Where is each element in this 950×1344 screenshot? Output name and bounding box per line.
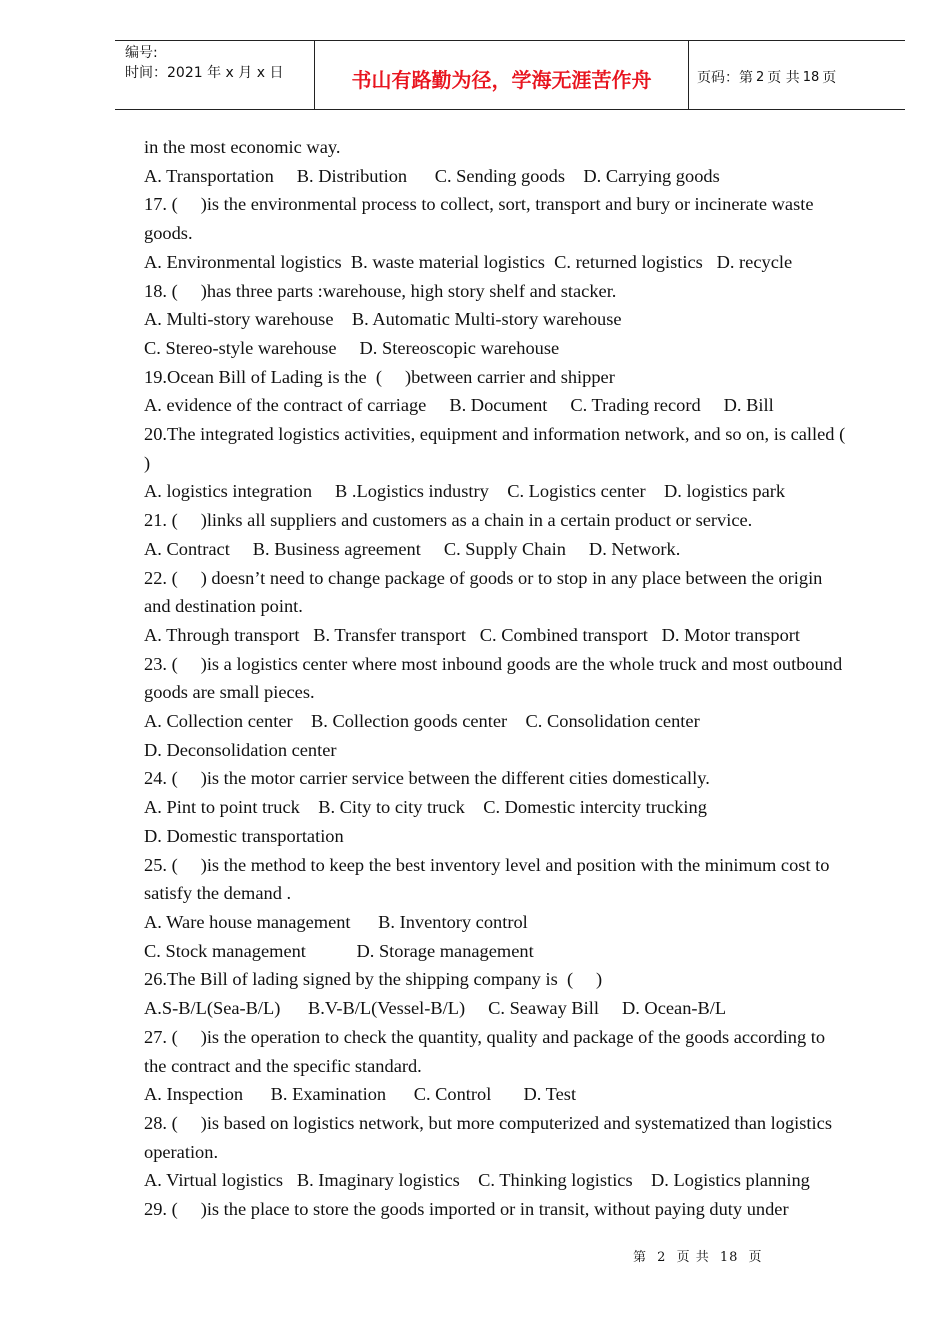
text-line: 28. ( )is based on logistics network, but more computerized and systematized than logistics <box>144 1112 832 1133</box>
text-line: A. Transportation B. Distribution C. Sending goods D. Carrying goods <box>144 165 720 186</box>
text-line: 17. ( )is the environmental process to collect, sort, transport and bury or incinerate waste <box>144 194 814 215</box>
text-line: operation. <box>144 1141 219 1162</box>
text-line: A. Virtual logistics B. Imaginary logistics C. Thinking logistics D. Logistics planning <box>144 1170 810 1191</box>
text-line: 25. ( )is the method to keep the best inventory level and position with the minimum cost to <box>144 854 830 875</box>
footer-total-pages: 18 <box>719 1250 739 1265</box>
text-line: A. Inspection B. Examination C. Control D. Test <box>144 1084 577 1105</box>
text-line: A. Contract B. Business agreement C. Supply Chain D. Network. <box>144 538 681 559</box>
footer-suffix: 页 <box>748 1250 763 1265</box>
text-line: A. Ware house management B. Inventory control <box>144 911 528 932</box>
text-line: 27. ( )is the operation to check the quantity, quality and package of the goods according to <box>144 1026 826 1047</box>
text-line: 18. ( )has three parts :warehouse, high story shelf and stacker. <box>144 280 617 301</box>
text-line: the contract and the specific standard. <box>144 1055 422 1076</box>
header-info-cell <box>115 41 315 109</box>
text-line: C. Stereo-style warehouse D. Stereoscopic warehouse <box>144 337 560 358</box>
text-line: 21. ( )links all suppliers and customers as a chain in a certain product or service. <box>144 510 753 531</box>
page-current: 2 <box>756 69 765 85</box>
text-line: A. Through transport B. Transfer transport C. Combined transport D. Motor transport <box>144 624 801 645</box>
number-label: 编号: <box>125 45 158 61</box>
text-line: 22. ( ) doesn’t need to change package of goods or to stop in any place between the origin <box>144 567 823 588</box>
text-line: 26.The Bill of lading signed by the shipping company is ( ) <box>144 969 603 990</box>
footer-current-page: 2 <box>657 1250 667 1265</box>
text-line: 19.Ocean Bill of Lading is the ( )between carrier and shipper <box>144 366 615 387</box>
text-line: 20.The integrated logistics activities, equipment and information network, and so on, is called ( <box>144 424 846 445</box>
text-line: and destination point. <box>144 596 303 617</box>
text-line: goods are small pieces. <box>144 682 315 703</box>
text-line: D. Deconsolidation center <box>144 739 337 760</box>
page-total: 18 <box>802 69 820 85</box>
text-line: 23. ( )is a logistics center where most inbound goods are the whole truck and most outbound <box>144 653 843 674</box>
document-body <box>144 133 879 1224</box>
text-line: A.S-B/L(Sea-B/L) B.V-B/L(Vessel-B/L) C. Seaway Bill D. Ocean-B/L <box>144 998 727 1019</box>
text-line: A. Environmental logistics B. waste material logistics C. returned logistics D. recycle <box>144 251 793 272</box>
text-line: 24. ( )is the motor carrier service between the different cities domestically. <box>144 768 710 789</box>
text-line: goods. <box>144 223 193 244</box>
text-line: 29. ( )is the place to store the goods imported or in transit, without paying duty under <box>144 1199 789 1220</box>
time-label: 时间：2021 年 x 月 x 日 <box>125 65 284 81</box>
text-line: A. Pint to point truck B. City to city truck C. Domestic intercity trucking <box>144 797 707 818</box>
page-suffix: 页 <box>822 70 837 86</box>
text-line: in the most economic way. <box>144 137 341 157</box>
page-header <box>115 40 905 110</box>
text-line: C. Stock management D. Storage management <box>144 940 534 961</box>
header-motto: 书山有路勤为径，学海无涯苦作舟 <box>315 41 689 109</box>
text-line: ) <box>144 452 151 473</box>
header-page-indicator <box>689 41 905 109</box>
text-line: satisfy the demand . <box>144 883 292 904</box>
page-mid: 页 共 <box>767 70 800 86</box>
footer-mid: 页 共 <box>676 1250 710 1265</box>
text-line: A. Multi-story warehouse B. Automatic Multi-story warehouse <box>144 309 622 330</box>
page-prefix: 页码：第 <box>697 70 753 86</box>
footer-prefix: 第 <box>633 1250 648 1265</box>
text-line: A. logistics integration B .Logistics industry C. Logistics center D. logistics park <box>144 481 786 502</box>
page-footer <box>633 1246 763 1265</box>
text-line: A. evidence of the contract of carriage B. Document C. Trading record D. Bill <box>144 395 774 416</box>
text-line: A. Collection center B. Collection goods center C. Consolidation center <box>144 711 700 732</box>
text-line: D. Domestic transportation <box>144 825 344 846</box>
